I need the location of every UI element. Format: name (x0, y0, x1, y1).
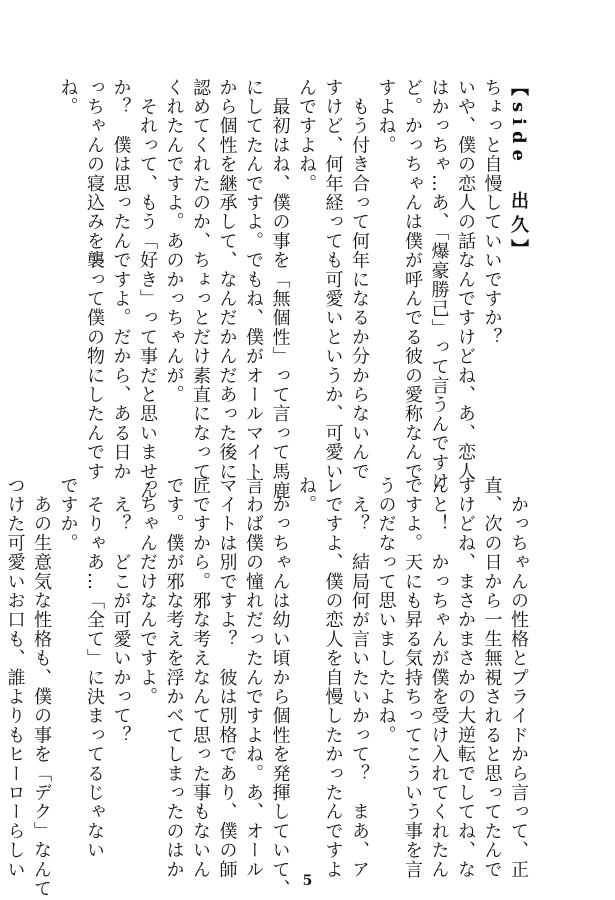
lower-text-line: あの生意気な性格も、僕の事を「デク」なんて (31, 476, 52, 899)
upper-text-line: それって、もう「好き」って事だと思いません (137, 78, 158, 501)
lower-text-block (1, 476, 531, 899)
upper-text-line: にしてたんですよ。でもね、僕がオールマイト (243, 78, 264, 482)
lower-text-line: んと！ かっちゃんが僕を受け入れてくれたん (428, 476, 450, 880)
lower-text-line: うのだなって思いましたよね。 (375, 476, 397, 745)
upper-text-line: すけど、何年経っても可愛いというか、可愛い (322, 78, 344, 482)
lower-text-line: すけどね、まさかまさかの大逆転でしてね、な (455, 476, 476, 880)
lower-text-line: え？ どこが可愛いかって？ (110, 476, 132, 745)
lower-text-line: ね。 (296, 476, 317, 515)
upper-text-line: っちゃんの寝込みを襲って僕の物にしたんです (84, 78, 105, 482)
upper-text-line: ちょっと自慢していいですか？ (481, 78, 503, 347)
upper-text-line: いや、僕の恋人の話なんですけどね、あ、恋人 (455, 78, 476, 482)
upper-text-line: もう付き合って何年になるか分からないんで (349, 78, 370, 482)
lower-text-line: レですよ、僕の恋人を自慢したかったんですよ (322, 476, 344, 880)
lower-text-line: っちゃんだけなんですよ。 (137, 476, 158, 707)
lower-text-line: つけた可愛いお口も、誰よりもヒーローらしい (4, 476, 26, 880)
lower-text-line: かっちゃんは幼い頃から個性を発揮していて、 (269, 476, 291, 899)
lower-text-line: です。僕が邪な考えを浮かべてしまったのはか (163, 476, 185, 880)
lower-text-line: ですか。 (57, 476, 79, 553)
lower-text-line: ですよ。天にも昇る気持ちってこういう事を言 (402, 476, 423, 880)
upper-text-line: ど。かっちゃんは僕が呼んでる彼の愛称なんで (402, 78, 423, 482)
upper-text-line: はかっちゃ…あ、「爆豪勝己」って言うんですけ (428, 78, 450, 492)
upper-text-line: ね。 (57, 78, 79, 117)
upper-text-line: か？ 僕は思ったんですよ。だから、ある日か (110, 78, 132, 482)
section-heading: 【side 出久】 (508, 78, 529, 264)
lower-text-line: かっちゃんの性格とプライドから言って、正 (508, 476, 529, 880)
upper-text-block (54, 78, 531, 501)
upper-text-line: 最初はね、僕の事を「無個性」って言って馬鹿 (269, 78, 291, 501)
lower-text-line: マイトは別ですよ？ 彼は別格であり、僕の師 (216, 476, 238, 880)
upper-text-line: くれたんですよ。あのかっちゃんが。 (163, 78, 185, 405)
lower-text-line: 匠ですから。邪な考えなんて思った事もないん (190, 476, 211, 880)
page-number: 5 (302, 873, 313, 889)
upper-text-line: 認めてくれたのか、ちょっとだけ素直になって (190, 78, 211, 482)
upper-text-line: すよね。 (375, 78, 397, 155)
lower-text-line: 直、次の日から一生無視されると思ってたんで (481, 476, 503, 880)
upper-text-line: から個性を継承して、なんだかんだあった後に (216, 78, 238, 482)
lower-text-line: 言わば僕の憧れだったんですよね。あ、オール (243, 476, 264, 880)
upper-text-line: んですよね。 (296, 78, 317, 194)
lower-text-line: え？ 結局何が言いたいかって？ まあ、ア (349, 476, 370, 880)
lower-text-line: そりゃあ…「全て」に決まってるじゃない (84, 476, 105, 860)
